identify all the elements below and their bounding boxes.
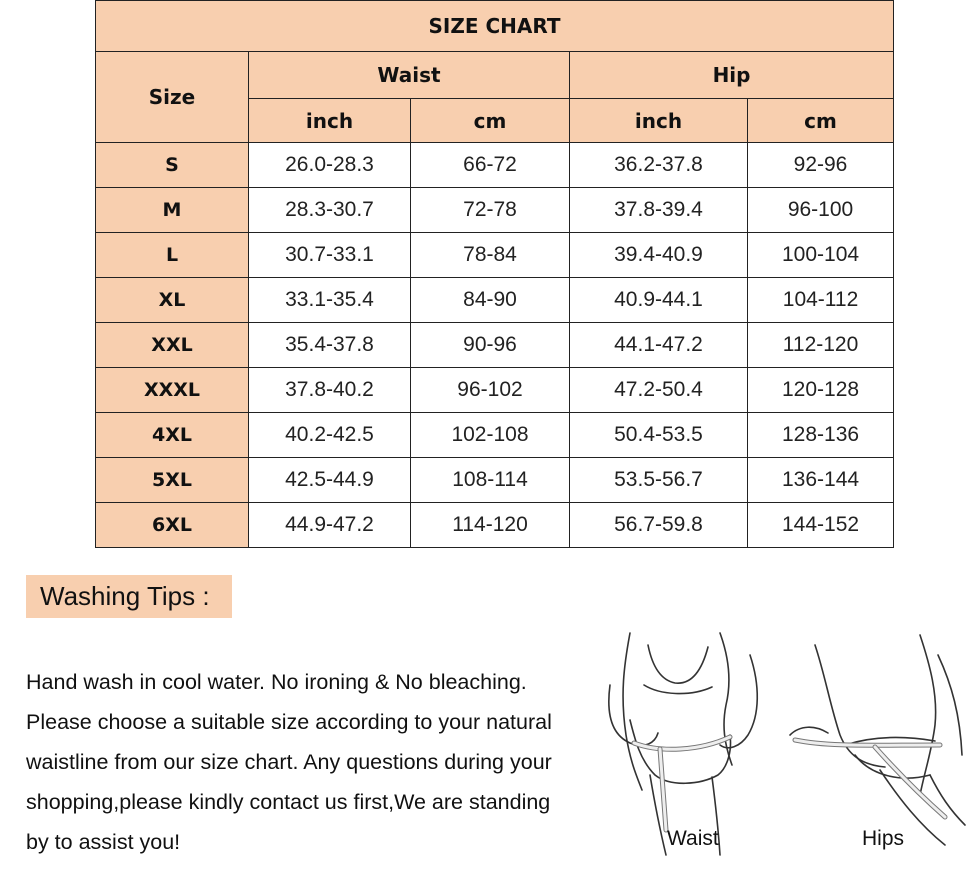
size-cell: 4XL	[96, 413, 249, 458]
hip-inch-cell: 47.2-50.4	[570, 368, 748, 413]
waist-label: Waist	[667, 827, 719, 850]
hip-inch-cell: 50.4-53.5	[570, 413, 748, 458]
size-cell: XXL	[96, 323, 249, 368]
waist-inch-cell: 40.2-42.5	[249, 413, 411, 458]
waist-group-header: Waist	[249, 52, 570, 99]
hip-inch-cell: 44.1-47.2	[570, 323, 748, 368]
size-cell: S	[96, 143, 249, 188]
waist-inch-cell: 42.5-44.9	[249, 458, 411, 503]
measurement-illustration	[600, 625, 970, 865]
hip-group-header: Hip	[570, 52, 894, 99]
size-chart-title: SIZE CHART	[96, 1, 894, 52]
table-row	[96, 233, 894, 278]
tips-line: shopping,please kindly contact us first,We are standing	[26, 790, 551, 814]
table-row	[96, 143, 894, 188]
waist-cm-cell: 78-84	[411, 233, 570, 278]
waist-inch-cell: 26.0-28.3	[249, 143, 411, 188]
waist-figure	[609, 633, 757, 855]
tips-line: Hand wash in cool water. No ironing & No bleaching.	[26, 670, 527, 694]
table-row	[96, 368, 894, 413]
tips-line: by to assist you!	[26, 830, 181, 854]
hips-figure	[790, 635, 965, 845]
size-cell: M	[96, 188, 249, 233]
washing-tips-heading: Washing Tips :	[40, 581, 210, 611]
table-row	[96, 458, 894, 503]
table-row	[96, 503, 894, 548]
waist-inch-cell: 35.4-37.8	[249, 323, 411, 368]
hip-inch-cell: 36.2-37.8	[570, 143, 748, 188]
tips-line: Please choose a suitable size according to your natural	[26, 710, 552, 734]
table-row	[96, 323, 894, 368]
size-column-header: Size	[96, 52, 249, 143]
waist-inch-cell: 28.3-30.7	[249, 188, 411, 233]
hip-inch-cell: 37.8-39.4	[570, 188, 748, 233]
waist-cm-cell: 108-114	[411, 458, 570, 503]
waist-inch-header: inch	[249, 99, 411, 143]
hip-cm-header: cm	[748, 99, 894, 143]
waist-cm-cell: 66-72	[411, 143, 570, 188]
table-row	[96, 188, 894, 233]
hip-cm-cell: 120-128	[748, 368, 894, 413]
hip-inch-cell: 40.9-44.1	[570, 278, 748, 323]
hips-label: Hips	[862, 827, 905, 850]
waist-inch-cell: 37.8-40.2	[249, 368, 411, 413]
waist-cm-cell: 102-108	[411, 413, 570, 458]
waist-cm-header: cm	[411, 99, 570, 143]
table-row	[96, 413, 894, 458]
hip-inch-cell: 56.7-59.8	[570, 503, 748, 548]
hip-cm-cell: 128-136	[748, 413, 894, 458]
hip-cm-cell: 92-96	[748, 143, 894, 188]
hip-inch-cell: 53.5-56.7	[570, 458, 748, 503]
waist-inch-cell: 33.1-35.4	[249, 278, 411, 323]
size-cell: XL	[96, 278, 249, 323]
size-cell: 5XL	[96, 458, 249, 503]
hip-cm-cell: 136-144	[748, 458, 894, 503]
hip-inch-cell: 39.4-40.9	[570, 233, 748, 278]
washing-tips-text	[26, 662, 606, 862]
hip-cm-cell: 112-120	[748, 323, 894, 368]
size-chart-table	[95, 0, 894, 548]
waist-cm-cell: 114-120	[411, 503, 570, 548]
waist-inch-cell: 44.9-47.2	[249, 503, 411, 548]
size-cell: XXXL	[96, 368, 249, 413]
size-cell: L	[96, 233, 249, 278]
hip-cm-cell: 96-100	[748, 188, 894, 233]
hip-cm-cell: 104-112	[748, 278, 894, 323]
size-cell: 6XL	[96, 503, 249, 548]
hip-inch-header: inch	[570, 99, 748, 143]
waist-cm-cell: 90-96	[411, 323, 570, 368]
hip-cm-cell: 100-104	[748, 233, 894, 278]
waist-cm-cell: 84-90	[411, 278, 570, 323]
waist-cm-cell: 72-78	[411, 188, 570, 233]
washing-tips-heading-box	[26, 575, 232, 618]
waist-cm-cell: 96-102	[411, 368, 570, 413]
waist-inch-cell: 30.7-33.1	[249, 233, 411, 278]
table-row	[96, 278, 894, 323]
tips-line: waistline from our size chart. Any questions during your	[26, 750, 552, 774]
hip-cm-cell: 144-152	[748, 503, 894, 548]
